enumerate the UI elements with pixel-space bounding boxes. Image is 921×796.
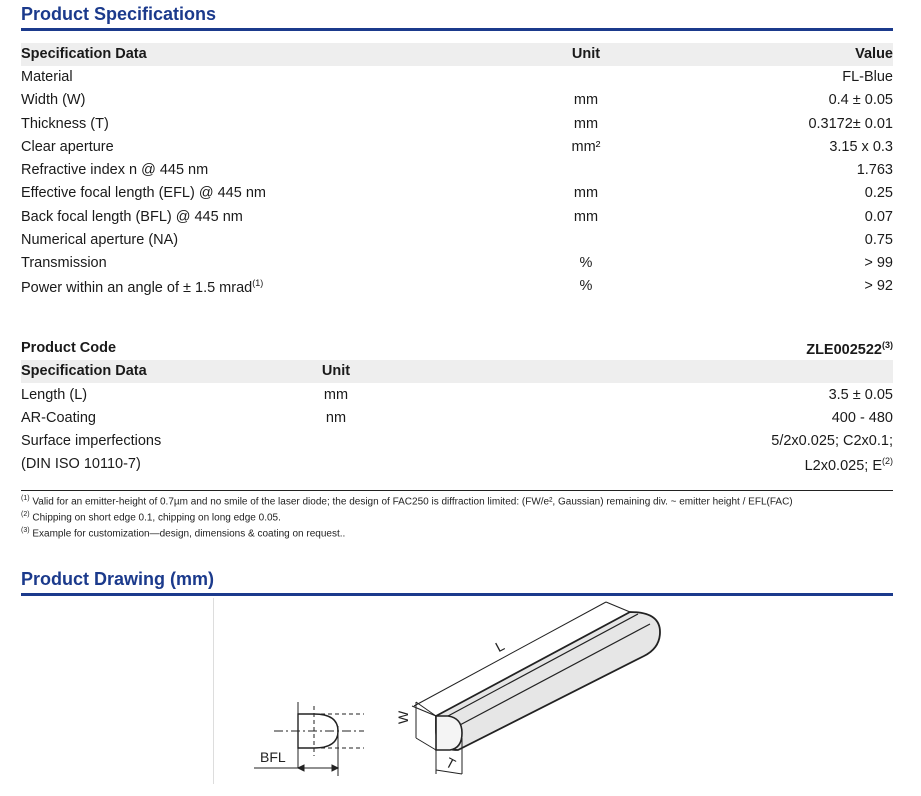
width-label: W (395, 710, 411, 724)
spec-label-text: Power within an angle of ± 1.5 mrad (21, 279, 253, 296)
drawing-title: Product Drawing (mm) (21, 569, 215, 589)
drawing-title-rule (21, 593, 893, 596)
spec-row (21, 89, 893, 112)
code-label: Surface imperfections (21, 433, 162, 449)
product-code-value (806, 340, 893, 358)
lens-rod-body (436, 612, 660, 750)
product-code-label: Product Code (21, 340, 117, 356)
product-drawing (213, 598, 894, 784)
thickness-label: T (443, 754, 459, 773)
spec-unit: mm (573, 185, 599, 201)
spec-row (21, 159, 893, 182)
footnote-text: Example for customization—design, dimensions & coating on request.. (32, 528, 346, 540)
code-value: 5/2x0.025; C2x0.1; (771, 433, 893, 449)
spec-row (21, 229, 893, 252)
drawing-svg (214, 598, 894, 784)
code-header-label: Specification Data (21, 363, 147, 379)
spec-unit: % (579, 255, 593, 271)
footnote-ref: (3) (882, 340, 893, 350)
spec-unit: mm (573, 116, 599, 132)
footnote-divider (21, 490, 893, 491)
code-row (21, 384, 893, 407)
spec-label: Thickness (T) (21, 116, 109, 132)
code-unit: mm (323, 387, 349, 403)
footnote-3 (21, 527, 345, 539)
code-row (21, 430, 893, 453)
spec-value: 0.75 (864, 232, 893, 248)
footnote-mark: (3) (21, 527, 30, 534)
specs-header-unit: Unit (571, 46, 601, 62)
spec-value: 1.763 (856, 162, 893, 178)
bfl-label: BFL (260, 749, 286, 765)
code-value: 400 - 480 (831, 410, 893, 426)
code-row (21, 453, 893, 476)
spec-value: FL-Blue (842, 69, 893, 85)
spec-row (21, 252, 893, 275)
code-header-unit: Unit (321, 363, 351, 379)
spec-label (21, 278, 263, 296)
spec-value: 0.25 (864, 185, 893, 201)
code-value: 3.5 ± 0.05 (828, 387, 893, 403)
footnote-text: Chipping on short edge 0.1, chipping on long edge 0.05. (32, 512, 281, 524)
code-label: (DIN ISO 10110-7) (21, 456, 141, 472)
spec-unit: mm² (571, 139, 601, 155)
spec-label: Material (21, 69, 73, 85)
spec-row (21, 66, 893, 89)
spec-label: Clear aperture (21, 139, 114, 155)
footnote-mark: (2) (21, 511, 30, 518)
spec-row (21, 275, 893, 298)
footnote-mark: (1) (21, 495, 30, 502)
specs-header-value: Value (855, 46, 893, 62)
spec-value: 0.07 (864, 209, 893, 225)
spec-label: Transmission (21, 255, 107, 271)
code-header-row (21, 360, 893, 383)
spec-value: > 99 (864, 255, 893, 271)
footnote-2 (21, 511, 281, 523)
product-code-row (21, 337, 893, 360)
spec-value: > 92 (864, 278, 893, 294)
specs-header-label: Specification Data (21, 46, 147, 62)
spec-unit: mm (573, 209, 599, 225)
spec-unit: mm (573, 92, 599, 108)
spec-label: Refractive index n @ 445 nm (21, 162, 209, 178)
spec-unit: % (579, 278, 593, 294)
spec-value: 0.3172± 0.01 (808, 116, 893, 132)
code-value-text: L2x0.025; E (804, 457, 882, 474)
code-unit: nm (325, 410, 347, 426)
lens-rod (436, 612, 660, 750)
code-label: AR-Coating (21, 410, 96, 426)
specs-title: Product Specifications (21, 4, 217, 24)
spec-label: Width (W) (21, 92, 86, 108)
spec-row (21, 182, 893, 205)
product-code-value-text: ZLE002522 (806, 341, 882, 358)
code-value (805, 456, 893, 474)
spec-label: Numerical aperture (NA) (21, 232, 179, 248)
spec-label: Back focal length (BFL) @ 445 nm (21, 209, 243, 225)
footnote-ref: (2) (882, 456, 893, 466)
spec-row (21, 113, 893, 136)
spec-label: Effective focal length (EFL) @ 445 nm (21, 185, 266, 201)
footnote-1 (21, 495, 793, 507)
spec-row (21, 206, 893, 229)
footnote-ref: (1) (252, 278, 264, 288)
footnote-text: Valid for an emitter-height of 0.7µm and no smile of the laser diode; the design of FAC250 is diffraction limited: (FW/e², Gaussian) remaining div. ~ emitter height / EFL(FAC) (32, 496, 793, 508)
code-label: Length (L) (21, 387, 88, 403)
specs-title-rule (21, 28, 893, 31)
code-row (21, 407, 893, 430)
length-label: L (492, 637, 507, 655)
spec-value: 0.4 ± 0.05 (828, 92, 893, 108)
specs-header-row (21, 43, 893, 66)
spec-value: 3.15 x 0.3 (829, 139, 893, 155)
spec-row (21, 136, 893, 159)
